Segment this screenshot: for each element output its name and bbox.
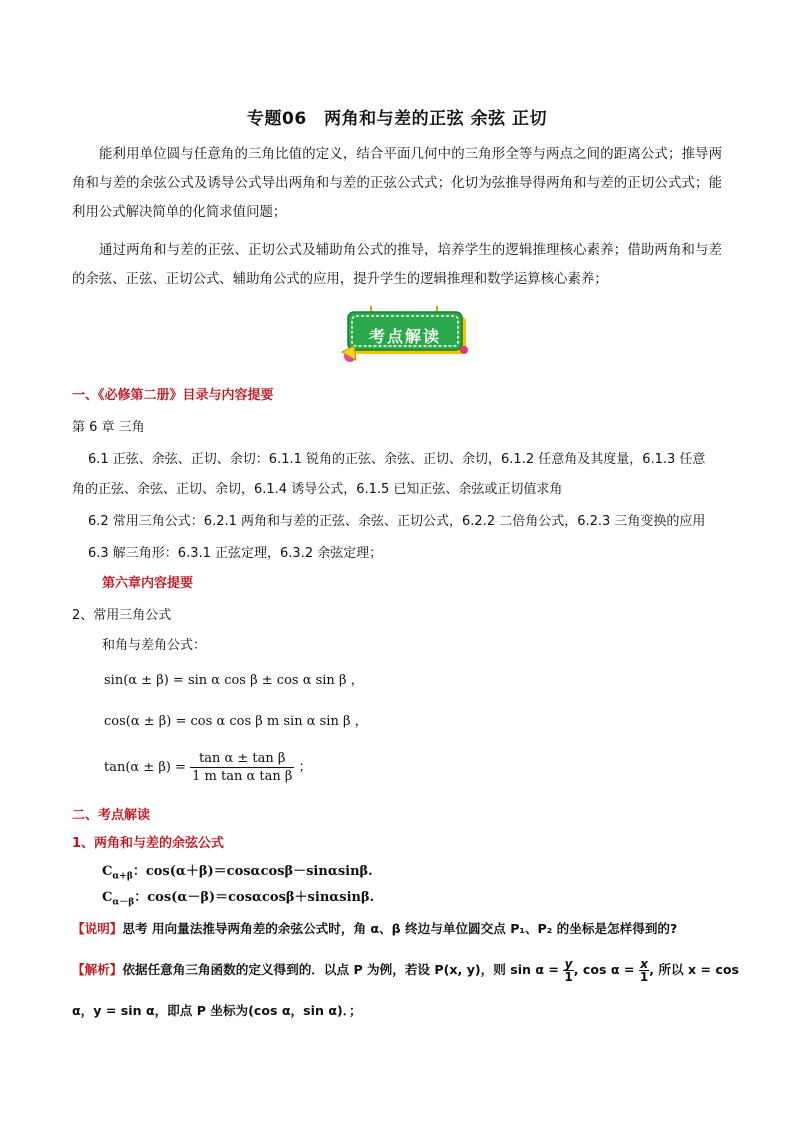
chapter-summary-heading: 第六章内容提要 <box>102 576 194 591</box>
badge-label: 考点解读 <box>368 327 441 346</box>
answer-fraction-x-den: 1 <box>639 970 649 984</box>
note-tag: 【说明】 <box>72 921 123 936</box>
answer-text-1: 依据任意角三角函数的定义得到的．以点 P 为例，若设 P(x, y)，则 sin α = <box>122 962 559 977</box>
formula-c-plus <box>102 860 373 882</box>
formula-tan-sum <box>104 750 312 785</box>
answer-tag: 【解析】 <box>72 962 123 977</box>
formula-heading: 和角与差角公式： <box>102 638 207 653</box>
intro-paragraph-1: 能利用单位圆与任意角的三角比值的定义，结合平面几何中的三角形全等与两点之间的距离公式；推导两角和与差的余弦公式及诱导公式导出两角和与差的正弦公式式；化切为弦推导得两角和与差的正切公式式；能利用公式解决简单的化简求值问题； <box>72 147 722 220</box>
toc-item-6-1-line1: 6.1 正弦、余弦、正切、余切：6.1.1 锐角的正弦、余弦、正切、余切，6.1.2 任意角及其度量，6.1.3 任意 <box>88 452 706 467</box>
c-minus-formula: ：cos(α－β)＝cosαcosβ＋sinαsinβ. <box>134 890 375 905</box>
c-minus-label: C <box>102 890 113 905</box>
toc-item-6-1-line2: 角的正弦、余弦、正切、余切，6.1.4 诱导公式，6.1.5 已知正弦、余弦或正切值求角 <box>72 482 563 497</box>
toc-item-6-3: 6.3 解三角形：6.3.1 正弦定理，6.3.2 余弦定理； <box>88 546 383 561</box>
answer-fraction-y <box>563 958 573 983</box>
c-minus-subscript: α－β <box>112 897 135 908</box>
formula-tan-lhs: tan(α ± β) = <box>104 760 186 775</box>
answer-line-1 <box>72 958 739 983</box>
answer-fraction-x <box>639 958 649 983</box>
answer-mid: , cos α = <box>573 962 635 977</box>
c-plus-subscript: α+β <box>112 871 133 882</box>
page-title: 专题06 两角和与差的正弦 余弦 正切 <box>247 109 547 129</box>
formula-tan-end: ； <box>298 760 312 775</box>
formula-tan-denominator: 1 m tan α tan β <box>192 769 293 784</box>
formula-sin-sum: sin(α ± β) = sin α cos β ± cos α sin β ， <box>104 673 364 688</box>
kaodian-badge <box>336 302 472 366</box>
answer-tail: , 所以 x = cos <box>649 962 740 977</box>
answer-line-2: α，y = sin α，即点 P 坐标为(cos α，sin α)．； <box>72 1003 362 1018</box>
c-plus-formula: ：cos(α＋β)＝cosαcosβ－sinαsinβ. <box>132 864 373 879</box>
answer-fraction-y-num: y <box>564 957 573 971</box>
note-text: 思考 用向量法推导两角差的余弦公式时，角 α、β 终边与单位圆交点 P₁、P₂ 的坐标是怎样得到的? <box>122 921 678 936</box>
formula-cos-sum: cos(α ± β) = cos α cos β m sin α sin β ， <box>104 714 368 729</box>
subsection-cos-formula: 1、两角和与差的余弦公式 <box>72 836 225 851</box>
c-plus-label: C <box>102 864 113 879</box>
section2-heading: 二、考点解读 <box>72 808 151 823</box>
answer-fraction-x-num: x <box>640 957 648 971</box>
toc-item-6-2: 6.2 常用三角公式：6.2.1 两角和与差的正弦、余弦、正切公式，6.2.2 二倍角公式，6.2.3 三角变换的应用 <box>88 514 706 529</box>
subsection-common-formulas: 2、常用三角公式 <box>72 608 172 623</box>
section1-heading: 一、《必修第二册》目录与内容提要 <box>72 388 274 403</box>
formula-c-minus <box>102 886 374 908</box>
intro-paragraph-2: 通过两角和与差的正弦、正切公式及辅助角公式的推导，培养学生的逻辑推理核心素养；借助两角和与差的余弦、正弦、正切公式、辅助角公式的应用，提升学生的逻辑推理和数学运算核心素养； <box>72 243 722 287</box>
formula-tan-numerator: tan α ± tan β <box>190 750 294 768</box>
note-line <box>72 918 677 937</box>
answer-fraction-y-den: 1 <box>564 970 573 984</box>
formula-tan-fraction <box>190 750 294 785</box>
chapter-title: 第 6 章 三角 <box>72 420 145 435</box>
